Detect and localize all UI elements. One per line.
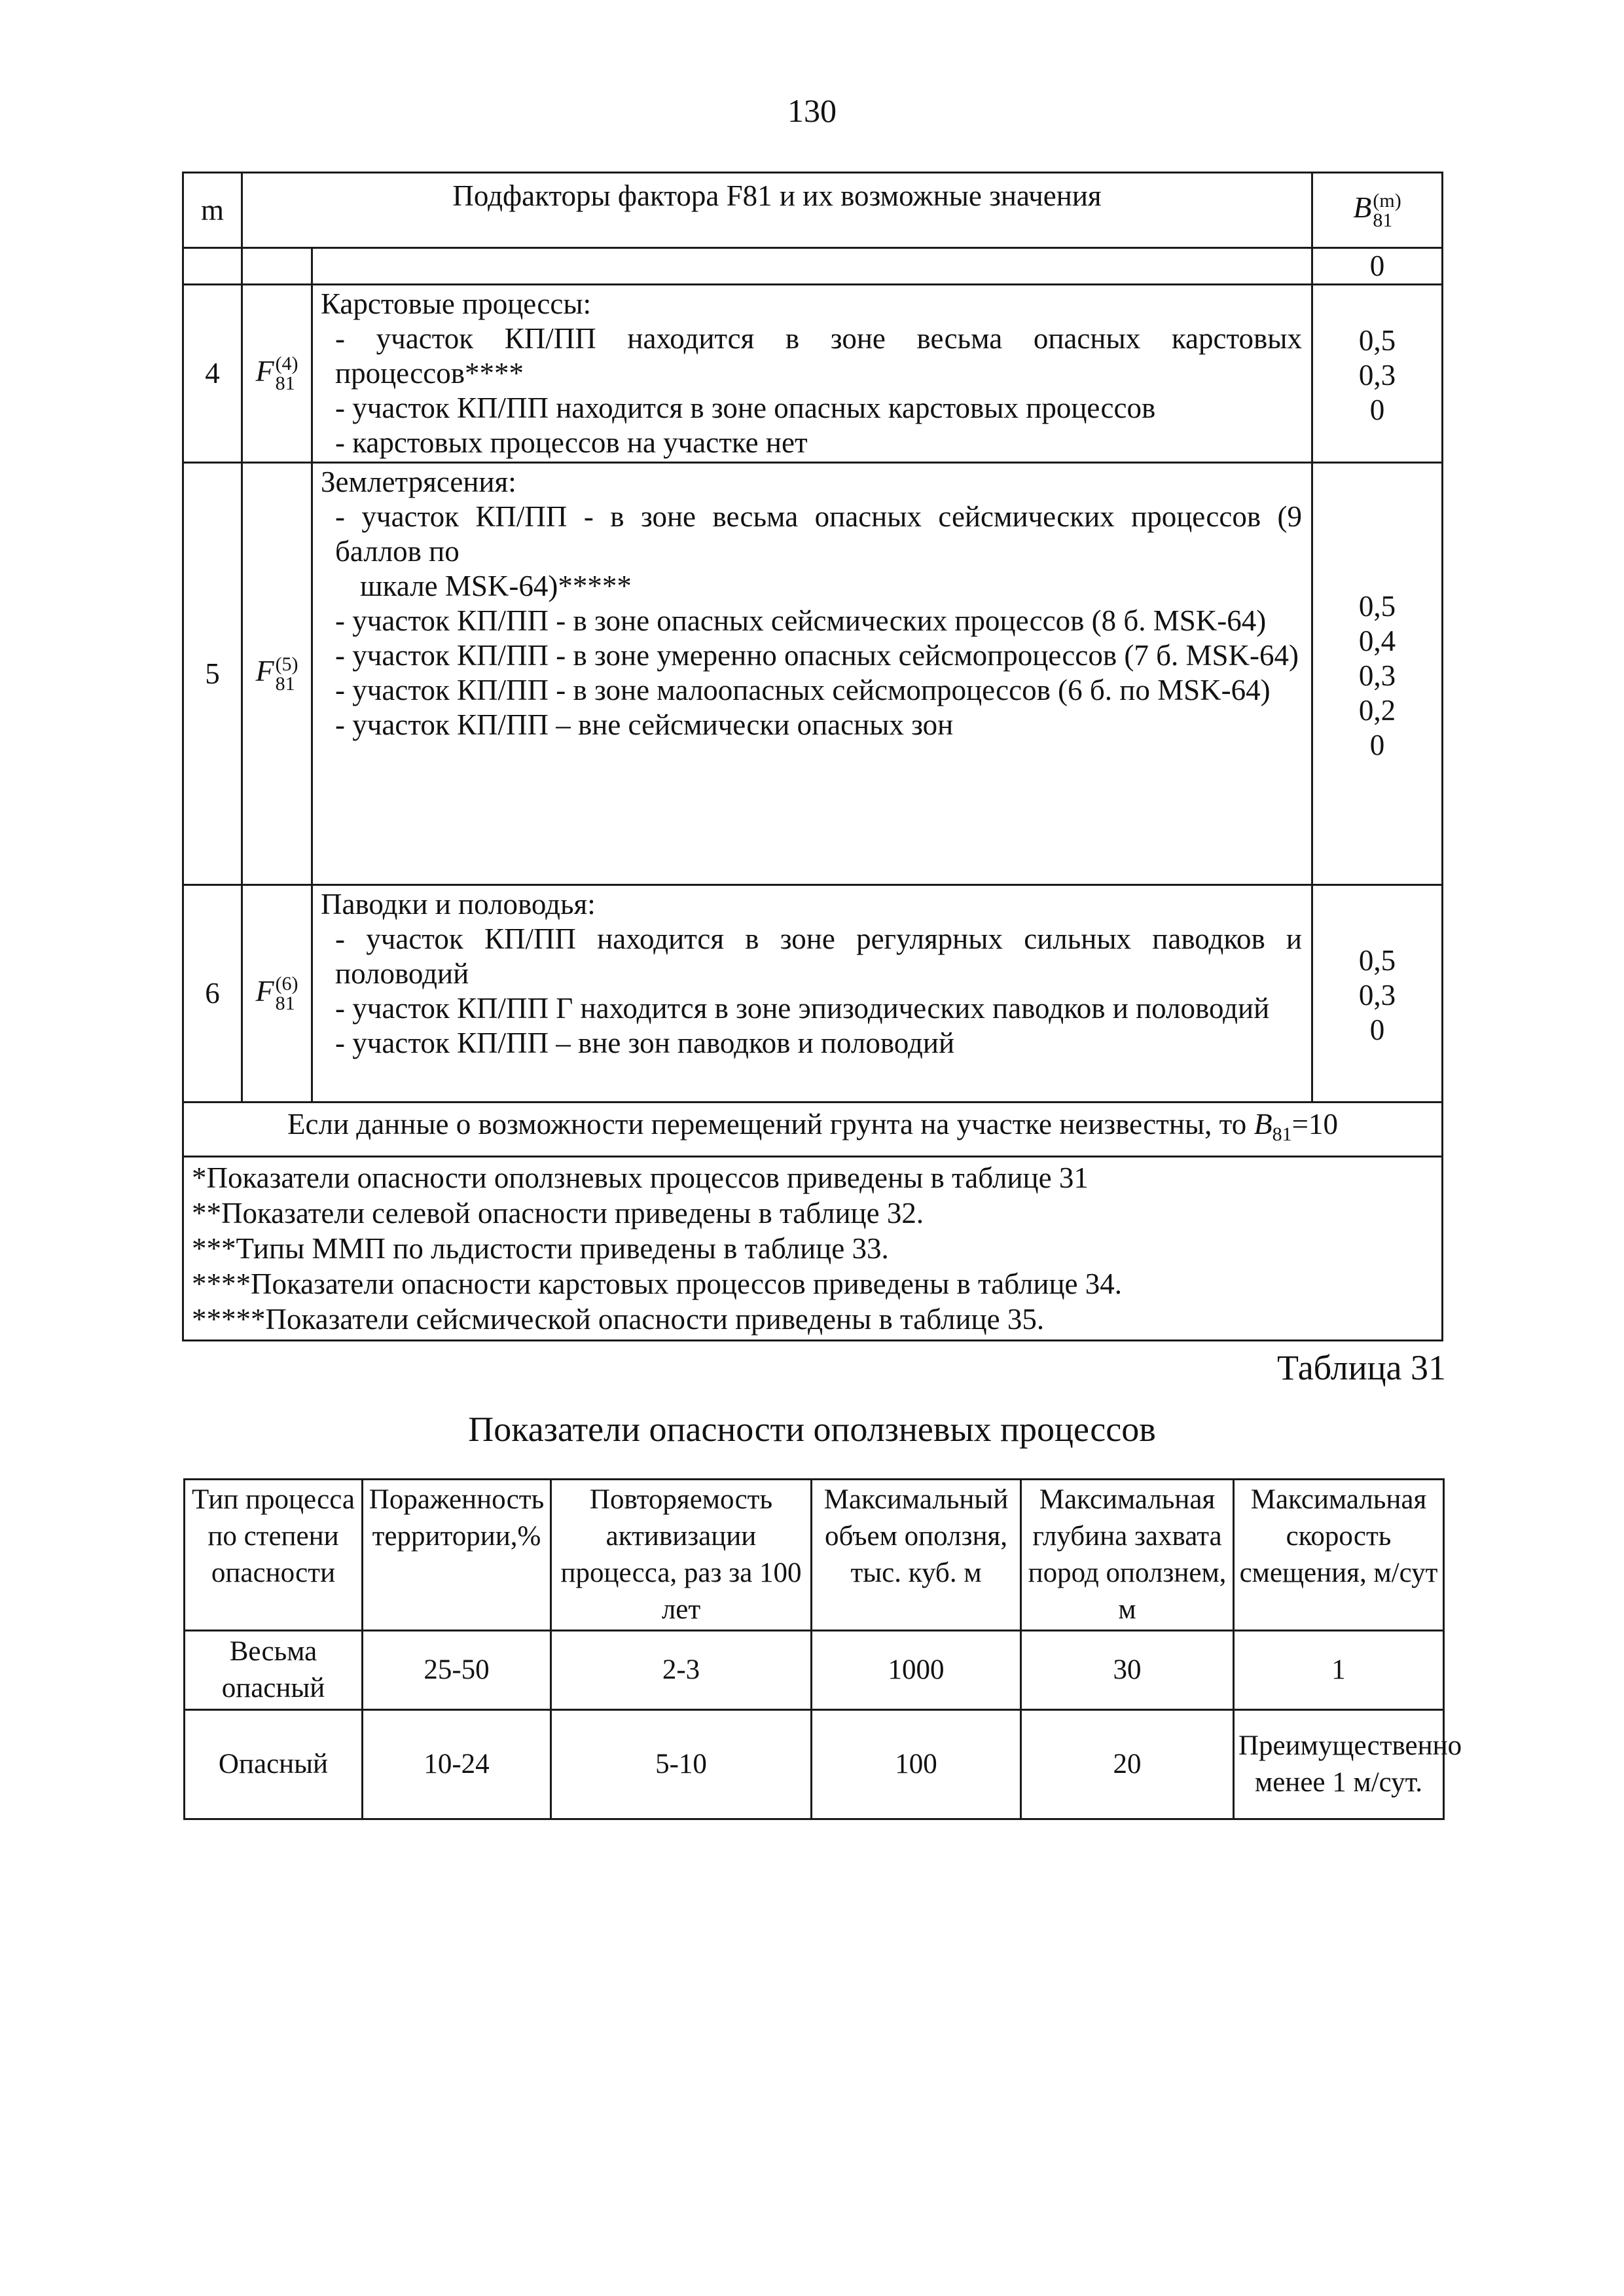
table-cell: 10-24 [363,1710,551,1819]
row-values: 0,5 0,4 0,3 0,2 0 [1312,463,1443,885]
row-values: 0,5 0,3 0 [1312,285,1443,463]
table-row [183,285,1443,463]
row-m: 4 [183,285,242,463]
table-header-row [183,173,1443,248]
table-cell: 100 [812,1710,1021,1819]
table-row [185,1710,1444,1819]
row-symbol: F (5) 81 [242,463,312,885]
row-symbol: F (4) 81 [242,285,312,463]
footnote: *Показатели опасности оползневых процессов приведены в таблице 31 [192,1161,1089,1194]
column-header: Максимальная глубина захвата пород оползнем, м [1021,1480,1234,1631]
table-row [185,1631,1444,1710]
table-header-row [185,1480,1444,1631]
row-description: Землетрясения: - участок КП/ПП - в зоне весьма опасных сейсмических процессов (9 баллов по шкале MSK-64)***** - участок КП/ПП - в зоне опасных сейсмических процессов (8 б. MSK-64) - участок КП/ПП - в зоне умеренно опасных сейсмопроцессов (7 б. MSK-64) - участок КП/ПП - в зоне малоопасных сейсмопроцессов (6 б. по MSK-64) - участок КП/ПП – вне сейсмически опасных зон [312,463,1312,885]
row-m: 6 [183,885,242,1102]
header-title: Подфакторы фактора F81 и их возможные значения [242,173,1312,248]
column-header: Тип процесса по степени опасности [185,1480,363,1631]
landslide-hazard-table [183,1478,1462,1820]
footnote: ***Типы ММП по льдистости приведены в таблице 33. [192,1232,889,1265]
table-31-title: Показатели опасности оползневых процессов [468,1410,1156,1449]
table-cell: 20 [1021,1710,1234,1819]
zero-row [183,248,1443,285]
table-cell: 1000 [812,1631,1021,1710]
page-number: 130 [787,92,837,129]
column-header: Повторяемость активизации процесса, раз за 100 лет [551,1480,812,1631]
notes-row [183,1157,1443,1341]
table-cell: 2-3 [551,1631,812,1710]
table-31-label: Таблица 31 [1277,1348,1446,1387]
header-m: m [183,173,242,248]
zero-value: 0 [1312,248,1443,285]
footnote: *****Показатели сейсмической опасности приведены в таблице 35. [192,1303,1045,1336]
footnote: ****Показатели опасности карстовых процессов приведены в таблице 34. [192,1267,1123,1300]
row-description: Паводки и половодья: - участок КП/ПП находится в зоне регулярных сильных паводков и половодий - участок КП/ПП Г находится в зоне эпизодических паводков и половодий - участок КП/ПП – вне зон паводков и половодий [312,885,1312,1102]
table-cell: Весьма опасный [185,1631,363,1710]
table-cell: 1 [1234,1631,1444,1710]
row-symbol: F (6) 81 [242,885,312,1102]
row-values: 0,5 0,3 0 [1312,885,1443,1102]
table-cell: 30 [1021,1631,1234,1710]
column-header: Пораженность территории,% [363,1480,551,1631]
row-description: Карстовые процессы: - участок КП/ПП находится в зоне весьма опасных карстовых процессов**** - участок КП/ПП находится в зоне опасных карстовых процессов - карстовых процессов на участке нет [312,285,1312,463]
factor-f81-table [182,172,1443,1341]
row-m: 5 [183,463,242,885]
column-header: Максимальная скорость смещения, м/сут [1234,1480,1444,1631]
table-cell: Опасный [185,1710,363,1819]
table-cell: Преимущественно менее 1 м/сут. [1234,1710,1444,1819]
table-cell: 5-10 [551,1710,812,1819]
column-header: Максимальный объем оползня, тыс. куб. м [812,1480,1021,1631]
footnote: **Показатели селевой опасности приведены в таблице 32. [192,1197,924,1230]
table-row [183,463,1443,885]
table-row [183,885,1443,1102]
table-cell: 25-50 [363,1631,551,1710]
unknown-data-text: Если данные о возможности перемещений грунта на участке неизвестны, то $B_{81}=10$ [183,1102,1443,1157]
footnotes [183,1157,1443,1341]
unknown-data-row [183,1102,1443,1157]
header-symbol: B (m) 81 [1312,173,1443,248]
